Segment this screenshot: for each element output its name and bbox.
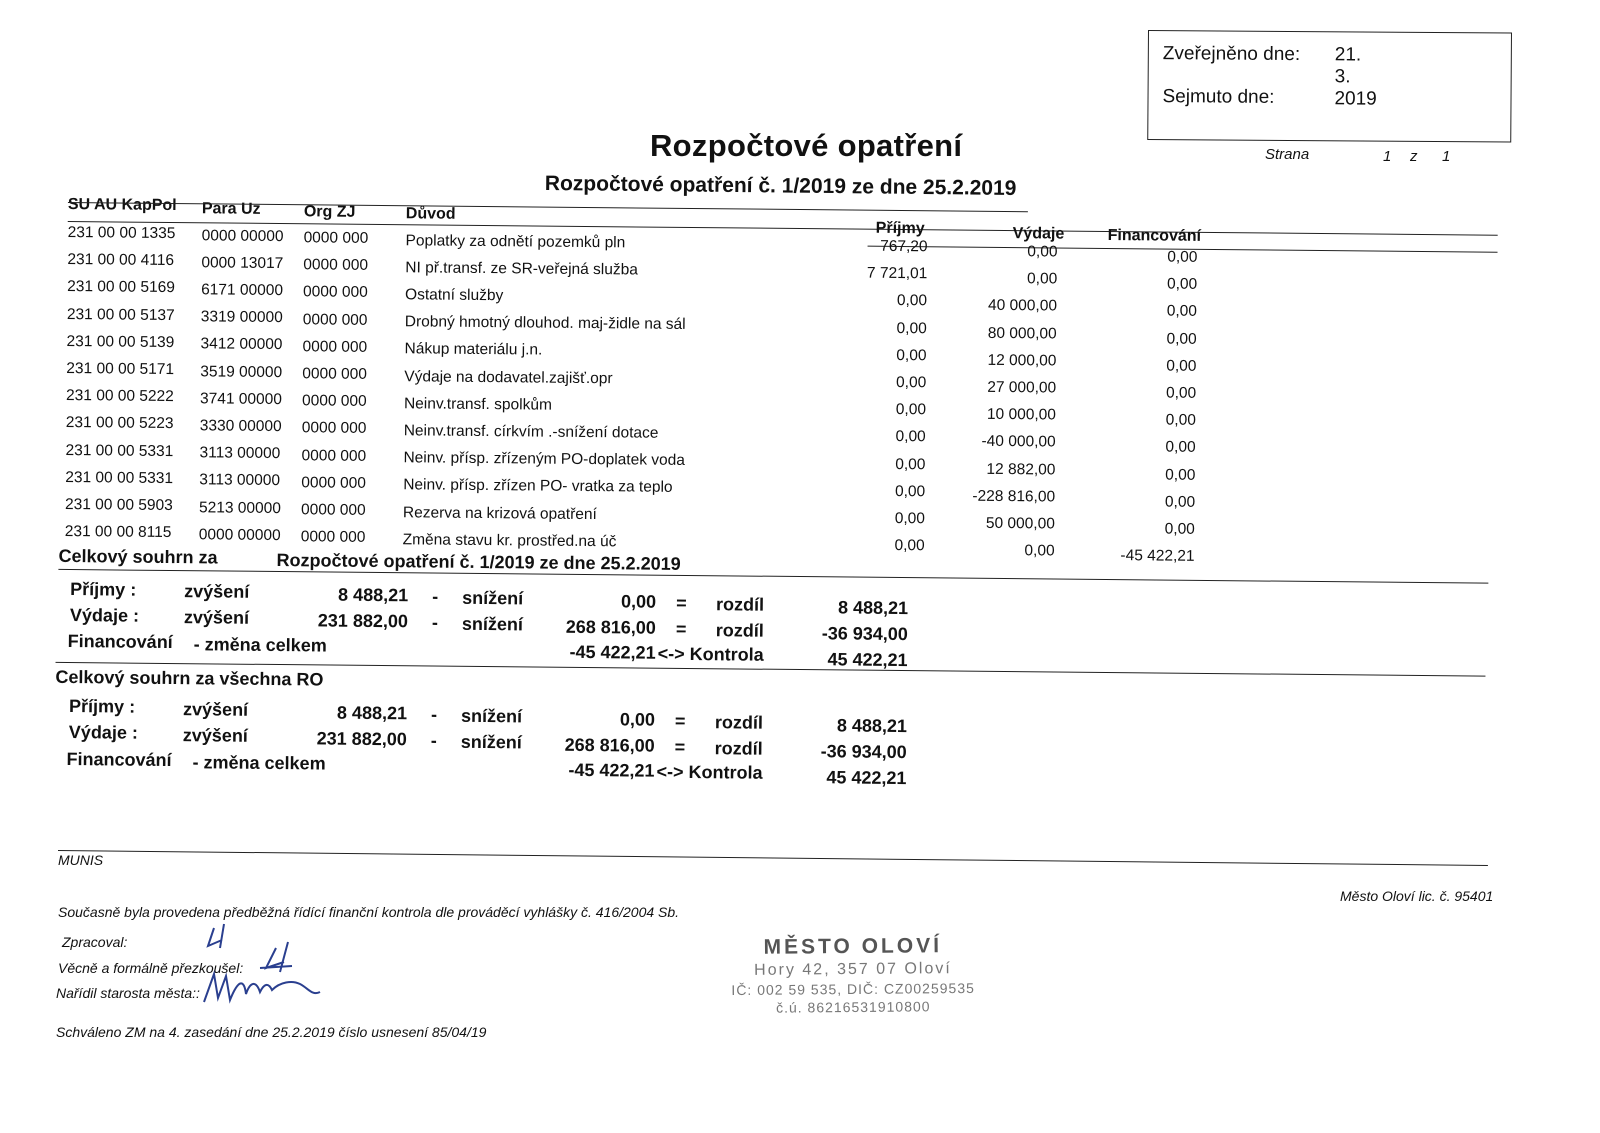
summary2-vydaje-increase-label: zvýšení — [182, 725, 248, 746]
cell-org: 0000 000 — [302, 310, 368, 329]
cell-fin: 0,00 — [1165, 411, 1196, 430]
prepared-label: Zpracoval: — [62, 934, 128, 950]
cell-fin: 0,00 — [1165, 466, 1196, 484]
cell-fin: 0,00 — [1165, 384, 1197, 402]
cell-code: 231 00 00 4116 — [67, 251, 175, 270]
cell-vydaje: -40 000,00 — [981, 433, 1056, 451]
cell-org: 0000 000 — [301, 419, 367, 438]
cell-fin: 0,00 — [1166, 357, 1197, 375]
summary2-vydaje-decrease-label: snížení — [460, 731, 522, 753]
cell-vydaje: -228 816,00 — [972, 487, 1056, 506]
cell-prijmy: 0,00 — [896, 346, 927, 365]
cell-para: 3741 00000 — [199, 389, 283, 408]
cell-code: 231 00 00 5137 — [66, 305, 175, 324]
summary1-heading-b: Rozpočtové opatření č. 1/2019 ze dne 25.2.2019 — [276, 550, 681, 574]
cell-para: 0000 00000 — [201, 226, 284, 245]
removed-label: Sejmuto dne: — [1162, 86, 1275, 108]
cell-prijmy: 0,00 — [895, 455, 926, 473]
summary1-vydaje-decrease: 268 816,00 — [565, 616, 656, 638]
license-text: Město Oloví lic. č. 95401 — [1340, 888, 1494, 904]
cell-reason: Ostatní služby — [404, 286, 504, 305]
cell-reason: Neinv.transf. spolkům — [403, 394, 552, 414]
cell-org: 0000 000 — [300, 501, 366, 519]
summary2-prijmy-diff: 8 488,21 — [836, 715, 908, 737]
cell-org: 0000 000 — [300, 528, 366, 547]
cell-vydaje: 10 000,00 — [986, 406, 1057, 424]
summary2-vydaje-label: Výdaje : — [68, 722, 138, 743]
summary2-prijmy-decrease: 0,00 — [619, 709, 656, 730]
summary2-vydaje-diff-label: rozdíl — [714, 738, 763, 759]
cell-org: 0000 000 — [302, 365, 368, 383]
cell-prijmy: 0,00 — [894, 537, 925, 555]
cell-reason: Rezerva na krizová opatření — [402, 503, 597, 523]
cell-fin: -45 422,21 — [1120, 547, 1195, 566]
summary1-fin-total: -45 422,21 — [569, 641, 656, 663]
summary1-prijmy-increase-label: zvýšení — [184, 581, 250, 602]
summary1-vydaje-increase-label: zvýšení — [183, 607, 250, 628]
cell-vydaje: 50 000,00 — [985, 514, 1055, 533]
cell-vydaje: 12 000,00 — [987, 351, 1057, 370]
cell-code: 231 00 00 5139 — [66, 332, 175, 351]
cell-para: 3113 00000 — [199, 444, 281, 463]
cell-code: 231 00 00 5222 — [66, 387, 174, 406]
control-note: Současně byla provedena předběžná řídící finanční kontrola dle prováděcí vyhlášky č. 416/2004 Sb. — [58, 904, 680, 920]
cell-reason: Neinv. přísp. zřízeným PO-doplatek voda — [403, 449, 685, 470]
stamp-address: Hory 42, 357 07 Oloví — [754, 960, 952, 979]
summary2-dash-2: - — [430, 730, 437, 751]
cell-reason: Změna stavu kr. prostřed.na úč — [402, 530, 617, 550]
cell-reason: Neinv. přísp. zřízen PO- vratka za teplo — [403, 476, 673, 497]
summary1-rule — [58, 569, 1488, 584]
summary2-eq: = — [674, 710, 686, 731]
summary1-prijmy-decrease-label: snížení — [462, 587, 524, 609]
summary1-vydaje-diff-label: rozdíl — [715, 620, 764, 641]
cell-org: 0000 000 — [302, 338, 368, 356]
summary1-vydaje-diff: -36 934,00 — [821, 623, 908, 645]
cell-code: 231 00 00 5903 — [64, 495, 173, 515]
cell-prijmy: 767,20 — [880, 237, 928, 256]
summary1-prijmy-diff-label: rozdíl — [716, 594, 765, 615]
checked-label: Věcně a formálně přezkoušel: — [58, 960, 244, 976]
summary1-prijmy-decrease: 0,00 — [620, 591, 657, 612]
summary1-prijmy-label: Příjmy : — [70, 579, 137, 600]
budget-table — [55, 196, 1538, 810]
signature-marks — [200, 920, 350, 1025]
page-number: 1 — [1383, 148, 1392, 165]
cell-para: 3412 00000 — [200, 335, 283, 354]
summary2-dash: - — [430, 704, 438, 725]
summary1-heading-a: Celkový souhrn za — [58, 545, 218, 568]
page-label: Strana — [1265, 146, 1310, 163]
cell-prijmy: 0,00 — [895, 401, 927, 419]
summary1-dash: - — [432, 586, 439, 607]
document-subtitle: Rozpočtové opatření č. 1/2019 ze dne 25.2.2019 — [544, 172, 1017, 200]
cell-fin: 0,00 — [1164, 520, 1195, 538]
summary2-fin-label: Financování — [66, 749, 172, 771]
cell-para: 0000 13017 — [201, 253, 284, 272]
header-reason: Důvod — [405, 205, 456, 223]
ordered-label: Nařídil starosta města:: — [56, 985, 200, 1001]
cell-para: 5213 00000 — [198, 498, 281, 517]
munis-rule — [58, 850, 1488, 866]
cell-vydaje: 80 000,00 — [987, 324, 1057, 343]
cell-code: 231 00 00 8115 — [64, 523, 172, 542]
cell-code: 231 00 00 5169 — [67, 278, 175, 297]
prepared-initials — [208, 924, 224, 948]
cell-reason: Poplatky za odnětí pozemků pln — [405, 231, 626, 251]
cell-prijmy: 0,00 — [895, 428, 926, 446]
cell-fin: 0,00 — [1166, 330, 1197, 348]
cell-reason: Nákup materiálu j.n. — [404, 340, 543, 359]
cell-para: 6171 00000 — [201, 281, 284, 299]
header-financovani: Financování — [1107, 226, 1202, 245]
removed-row — [1162, 86, 1274, 109]
cell-para: 3519 00000 — [200, 362, 283, 381]
page-of: z — [1410, 148, 1418, 165]
cell-code: 231 00 00 1335 — [67, 223, 176, 243]
summary2-prijmy-label: Příjmy : — [69, 696, 136, 717]
summary1-control-label: <-> Kontrola — [657, 643, 764, 665]
published-label: Zveřejněno dne: — [1162, 43, 1301, 66]
page-total: 1 — [1442, 148, 1451, 165]
summary2-vydaje-diff: -36 934,00 — [820, 741, 907, 763]
mayor-signature — [204, 974, 320, 1002]
cell-fin: 0,00 — [1166, 302, 1198, 321]
cell-fin: 0,00 — [1167, 248, 1198, 266]
cell-vydaje: 40 000,00 — [987, 297, 1058, 315]
cell-vydaje: 27 000,00 — [987, 378, 1057, 397]
summary1-prijmy-increase: 8 488,21 — [338, 584, 409, 606]
cell-prijmy: 0,00 — [894, 482, 926, 501]
summary2-control-label: <-> Kontrola — [656, 761, 763, 783]
stamp-ids: IČ: 002 59 535, DIČ: CZ00259535 — [731, 979, 975, 999]
cell-code: 231 00 00 5223 — [65, 414, 174, 433]
summary1-prijmy-diff: 8 488,21 — [837, 597, 909, 619]
cell-org: 0000 000 — [303, 283, 368, 302]
cell-code: 231 00 00 5331 — [65, 468, 174, 487]
summary1-eq: = — [676, 592, 687, 613]
cell-org: 0000 000 — [301, 392, 367, 411]
cell-code: 231 00 00 5331 — [65, 441, 174, 460]
cell-para: 3319 00000 — [200, 308, 283, 327]
summary2-prijmy-diff-label: rozdíl — [714, 712, 764, 733]
cell-org: 0000 000 — [303, 229, 369, 247]
summary2-fin-control: 45 422,21 — [826, 767, 907, 789]
page-title: Rozpočtové opatření — [650, 128, 963, 163]
summary2-vydaje-increase: 231 882,00 — [316, 728, 407, 750]
approval-note: Schváleno ZM na 4. zasedání dne 25.2.2019 číslo usnesení 85/04/19 — [56, 1024, 487, 1040]
summary1-vydaje-decrease-label: snížení — [461, 613, 524, 635]
cell-reason: NI př.transf. ze SR-veřejná služba — [405, 258, 638, 279]
cell-org: 0000 000 — [301, 474, 366, 492]
cell-reason: Drobný hmotný dlouhod. maj-židle na sál — [404, 313, 686, 334]
summary1-eq-2: = — [675, 618, 687, 639]
cell-fin: 0,00 — [1165, 438, 1196, 457]
city-stamp — [728, 934, 979, 1016]
header-code: SU AU KapPol — [67, 196, 177, 215]
summary2-change-total: - změna celkem — [192, 752, 326, 774]
cell-prijmy: 0,00 — [896, 292, 928, 310]
summary2-prijmy-decrease-label: snížení — [460, 705, 523, 727]
cell-org: 0000 000 — [301, 446, 367, 465]
summary2-fin-total: -45 422,21 — [568, 759, 655, 781]
summary2-eq-2: = — [674, 736, 686, 757]
summary1-change-total: - změna celkem — [193, 634, 327, 656]
cell-code: 231 00 00 5171 — [66, 359, 175, 379]
published-date: 21. 3. 2019 — [1334, 44, 1377, 110]
cell-vydaje: 12 882,00 — [986, 460, 1056, 479]
cell-prijmy: 0,00 — [894, 509, 926, 528]
cell-reason: Neinv.transf. církvím .-snížení dotace — [403, 422, 659, 442]
cell-reason: Výdaje na dodavatel.zajišť.opr — [404, 367, 613, 387]
summary2-heading: Celkový souhrn za všechna RO — [55, 666, 324, 690]
cell-vydaje: 0,00 — [1024, 542, 1055, 560]
cell-para: 3113 00000 — [199, 471, 281, 490]
summary1-dash-2: - — [431, 612, 439, 633]
cell-org: 0000 000 — [303, 256, 369, 275]
summary1-vydaje-label: Výdaje : — [69, 605, 140, 626]
summary2-prijmy-increase-label: zvýšení — [182, 699, 249, 720]
cell-prijmy: 7 721,01 — [866, 264, 928, 283]
publication-box — [1147, 30, 1512, 143]
summary1-vydaje-increase: 231 882,00 — [317, 610, 409, 632]
summary1-fin-label: Financování — [67, 631, 173, 653]
cell-para: 3330 00000 — [199, 417, 282, 435]
stamp-account: č.ú. 86216531910800 — [775, 998, 931, 1016]
header-org: Org ZJ — [303, 203, 356, 221]
header-para: Para Uz — [201, 200, 261, 218]
stamp-city: MĚSTO OLOVÍ — [763, 934, 943, 959]
checked-initials — [260, 942, 292, 972]
munis-label: MUNIS — [58, 852, 104, 868]
summary1-fin-control: 45 422,21 — [827, 649, 908, 671]
header-vydaje: Výdaje — [1012, 225, 1065, 243]
summary2-vydaje-decrease: 268 816,00 — [564, 734, 655, 756]
cell-prijmy: 0,00 — [895, 373, 927, 392]
cell-para: 0000 00000 — [198, 525, 281, 544]
header-prijmy: Příjmy — [875, 219, 925, 238]
cell-vydaje: 0,00 — [1027, 243, 1058, 261]
summary2-prijmy-increase: 8 488,21 — [336, 702, 408, 724]
cell-fin: 0,00 — [1164, 493, 1196, 511]
cell-prijmy: 0,00 — [896, 319, 927, 337]
cell-fin: 0,00 — [1166, 275, 1198, 294]
cell-vydaje: 0,00 — [1026, 270, 1058, 288]
